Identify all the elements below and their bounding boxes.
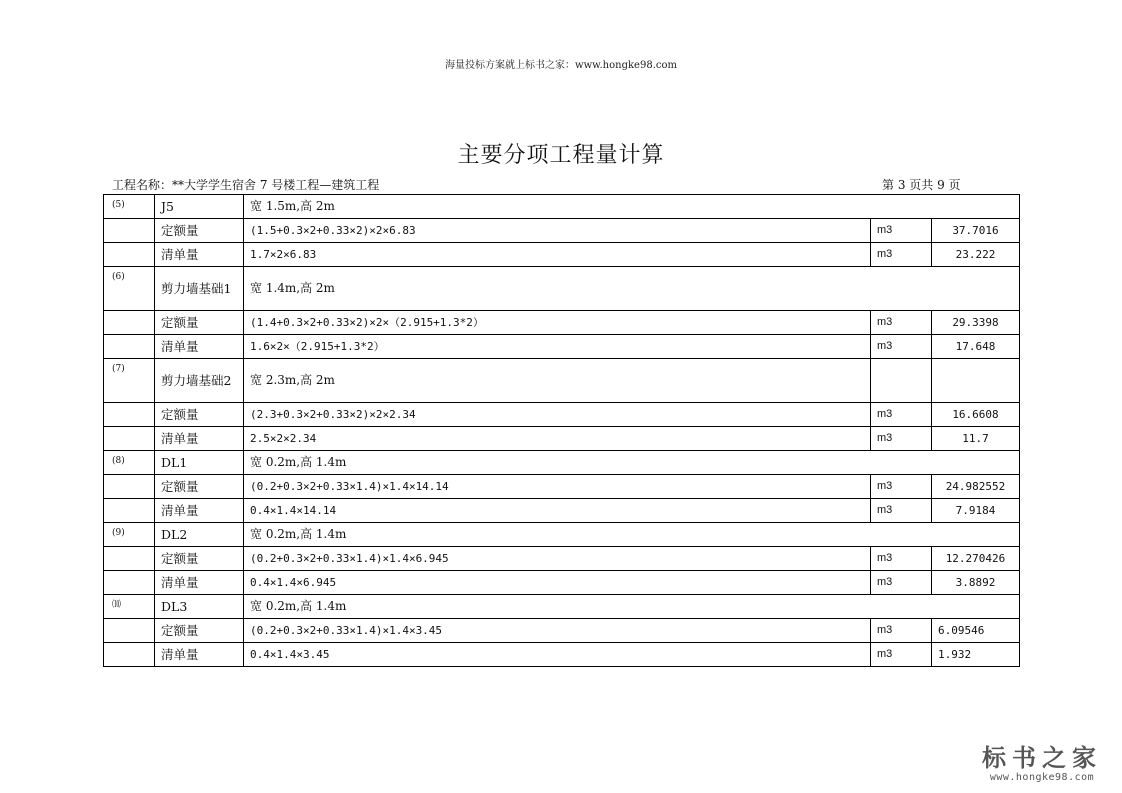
row-label: 定额量: [155, 403, 244, 427]
row-number-empty: [104, 619, 155, 643]
row-unit: m3: [871, 427, 932, 451]
row-unit: m3: [871, 571, 932, 595]
row-formula: 1.6×2×（2.915+1.3*2）: [244, 335, 871, 359]
row-number-empty: [104, 219, 155, 243]
document-meta: [112, 176, 972, 194]
quantity-table: [103, 194, 1020, 667]
row-value: 23.222: [932, 243, 1020, 267]
item-spec: 宽 1.5m,高 2m: [244, 195, 1020, 219]
item-header-row: [104, 523, 1020, 547]
row-unit: m3: [871, 219, 932, 243]
item-name: 剪力墙基础1: [155, 267, 244, 311]
item-name: 剪力墙基础2: [155, 359, 244, 403]
row-label: 清单量: [155, 643, 244, 667]
item-name: DL2: [155, 523, 244, 547]
row-unit: m3: [871, 619, 932, 643]
row-label: 清单量: [155, 243, 244, 267]
quantity-table-body: [104, 195, 1020, 667]
row-value: 1.932: [932, 643, 1020, 667]
row-formula: (0.2+0.3×2+0.33×1.4)×1.4×14.14: [244, 475, 871, 499]
row-formula: 0.4×1.4×6.945: [244, 571, 871, 595]
row-unit: m3: [871, 335, 932, 359]
table-row: [104, 427, 1020, 451]
row-formula: 0.4×1.4×14.14: [244, 499, 871, 523]
row-number-empty: [104, 499, 155, 523]
brand-logo-url: www.hongke98.com: [989, 772, 1095, 783]
row-value: 11.7: [932, 427, 1020, 451]
item-spec: 宽 0.2m,高 1.4m: [244, 523, 1020, 547]
row-number-empty: [104, 427, 155, 451]
row-value: 6.09546: [932, 619, 1020, 643]
item-number: ⑽: [104, 595, 155, 619]
row-value: 17.648: [932, 335, 1020, 359]
row-formula: 1.7×2×6.83: [244, 243, 871, 267]
item-unit-empty: [871, 359, 932, 403]
item-number: (5): [104, 195, 155, 219]
item-header-row: [104, 267, 1020, 311]
row-unit: m3: [871, 547, 932, 571]
brand-logo-text: 标书之家: [982, 743, 1102, 772]
row-number-empty: [104, 547, 155, 571]
row-number-empty: [104, 475, 155, 499]
item-name: DL3: [155, 595, 244, 619]
table-row: [104, 475, 1020, 499]
item-spec: 宽 2.3m,高 2m: [244, 359, 871, 403]
item-name: DL1: [155, 451, 244, 475]
table-row: [104, 571, 1020, 595]
site-header: 海量投标方案就上标书之家：www.hongke98.com: [445, 60, 677, 71]
row-value: 24.982552: [932, 475, 1020, 499]
item-number: (8): [104, 451, 155, 475]
table-row: [104, 335, 1020, 359]
item-number: (9): [104, 523, 155, 547]
row-formula: (2.3+0.3×2+0.33×2)×2×2.34: [244, 403, 871, 427]
item-spec: 宽 0.2m,高 1.4m: [244, 451, 1020, 475]
table-row: [104, 403, 1020, 427]
table-row: [104, 547, 1020, 571]
page-title: 主要分项工程量计算: [457, 143, 665, 168]
table-row: [104, 311, 1020, 335]
page-number: 第 3 页共 9 页: [882, 178, 961, 192]
table-row: [104, 619, 1020, 643]
row-label: 定额量: [155, 547, 244, 571]
row-formula: (1.4+0.3×2+0.33×2)×2×（2.915+1.3*2）: [244, 311, 871, 335]
row-value: 7.9184: [932, 499, 1020, 523]
row-unit: m3: [871, 643, 932, 667]
item-name: J5: [155, 195, 244, 219]
row-unit: m3: [871, 403, 932, 427]
row-label: 定额量: [155, 475, 244, 499]
item-value-empty: [932, 359, 1020, 403]
row-label: 定额量: [155, 619, 244, 643]
row-label: 清单量: [155, 571, 244, 595]
row-unit: m3: [871, 311, 932, 335]
item-header-row: [104, 451, 1020, 475]
table-row: [104, 499, 1020, 523]
row-formula: 2.5×2×2.34: [244, 427, 871, 451]
row-formula: 0.4×1.4×3.45: [244, 643, 871, 667]
brand-logo: [968, 738, 1116, 783]
row-number-empty: [104, 335, 155, 359]
row-label: 清单量: [155, 427, 244, 451]
row-number-empty: [104, 571, 155, 595]
row-unit: m3: [871, 499, 932, 523]
item-header-row: [104, 595, 1020, 619]
row-number-empty: [104, 311, 155, 335]
row-unit: m3: [871, 475, 932, 499]
row-value: 3.8892: [932, 571, 1020, 595]
row-formula: (0.2+0.3×2+0.33×1.4)×1.4×3.45: [244, 619, 871, 643]
row-number-empty: [104, 243, 155, 267]
row-formula: (1.5+0.3×2+0.33×2)×2×6.83: [244, 219, 871, 243]
row-value: 29.3398: [932, 311, 1020, 335]
table-row: [104, 243, 1020, 267]
item-number: (6): [104, 267, 155, 311]
row-number-empty: [104, 643, 155, 667]
item-header-row: [104, 195, 1020, 219]
table-row: [104, 643, 1020, 667]
item-header-row: [104, 359, 1020, 403]
table-row: [104, 219, 1020, 243]
row-label: 清单量: [155, 499, 244, 523]
row-value: 12.270426: [932, 547, 1020, 571]
row-formula: (0.2+0.3×2+0.33×1.4)×1.4×6.945: [244, 547, 871, 571]
row-label: 定额量: [155, 311, 244, 335]
row-value: 16.6608: [932, 403, 1020, 427]
row-unit: m3: [871, 243, 932, 267]
row-number-empty: [104, 403, 155, 427]
item-number: (7): [104, 359, 155, 403]
row-label: 定额量: [155, 219, 244, 243]
project-name: 工程名称：**大学学生宿舍 7 号楼工程—建筑工程: [112, 178, 380, 192]
item-spec: 宽 1.4m,高 2m: [244, 267, 1020, 311]
item-spec: 宽 0.2m,高 1.4m: [244, 595, 1020, 619]
row-value: 37.7016: [932, 219, 1020, 243]
row-label: 清单量: [155, 335, 244, 359]
